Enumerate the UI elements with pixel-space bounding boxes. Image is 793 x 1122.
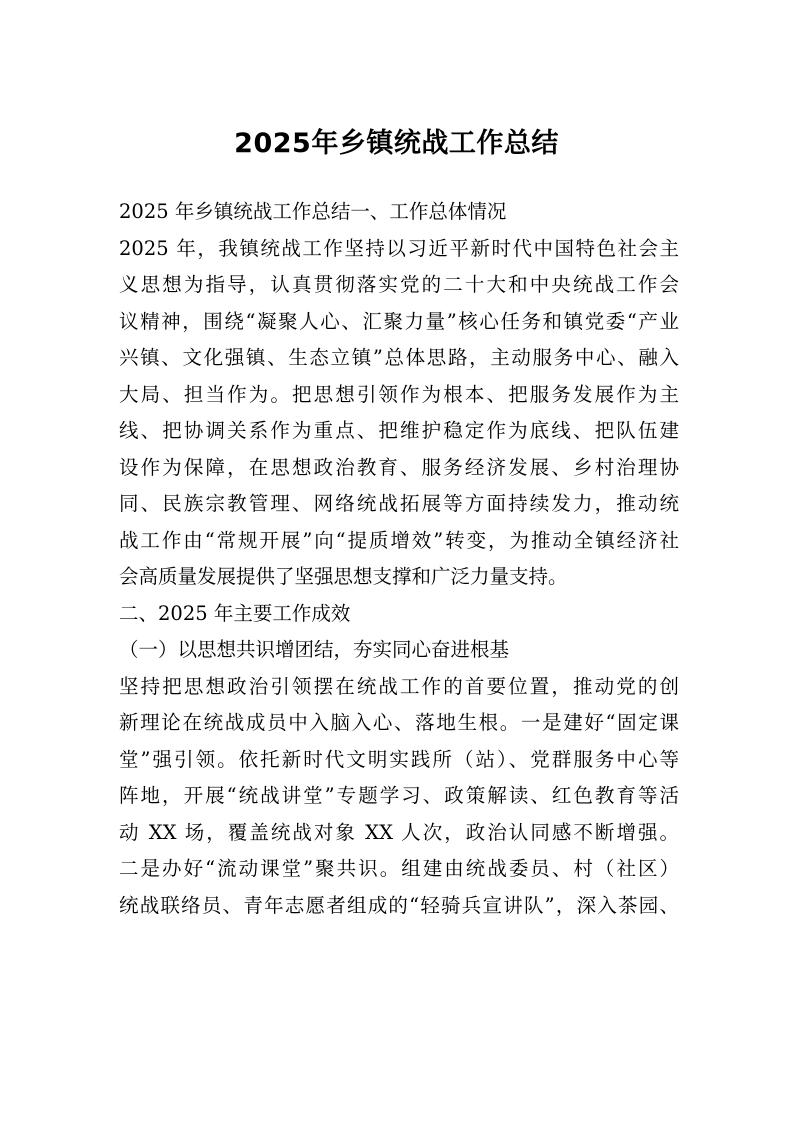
- paragraph-line: 堂”强引领。依托新时代文明实践所（站）、党群服务中心等: [119, 747, 679, 771]
- paragraph-line: 兴镇、文化强镇、生态立镇”总体思路，主动服务中心、融入: [119, 346, 679, 369]
- paragraph-line: 阵地，开展“统战讲堂”专题学习、政策解读、红色教育等活: [119, 784, 679, 807]
- paragraph-line: 大局、担当作为。把思想引领作为根本、把服务发展作为主: [119, 382, 679, 406]
- subsection-heading: （一）以思想共识增团结，夯实同心奋进根基: [119, 638, 510, 661]
- paragraph-line: 二是办好“流动课堂”聚共识。组建由统战委员、村（社区）: [119, 857, 679, 880]
- paragraph-line: 2025 年，我镇统战工作坚持以习近平新时代中国特色社会主: [119, 236, 679, 260]
- paragraph-line: 线、把协调关系作为重点、把维护稳定作为底线、把队伍建: [119, 419, 679, 442]
- paragraph-line: 坚持把思想政治引领摆在统战工作的首要位置，推动党的创: [119, 674, 679, 698]
- section-heading: 二、2025 年主要工作成效: [119, 601, 351, 625]
- paragraph-line: 新理论在统战成员中入脑入心、落地生根。一是建好“固定课: [119, 711, 679, 734]
- paragraph-line: 会高质量发展提供了坚强思想支撑和广泛力量支持。: [119, 565, 568, 588]
- paragraph-line: 统战联络员、青年志愿者组成的“轻骑兵宣讲队”，深入茶园、: [119, 893, 679, 917]
- paragraph-line: 战工作由“常规开展”向“提质增效”转变，为推动全镇经济社: [119, 528, 679, 552]
- paragraph-line: 义思想为指导，认真贯彻落实党的二十大和中央统战工作会: [119, 273, 679, 296]
- document-title: 2025年乡镇统战工作总结: [234, 128, 559, 159]
- paragraph-line: 同、民族宗教管理、网络统战拓展等方面持续发力，推动统: [119, 492, 679, 515]
- section-heading: 2025 年乡镇统战工作总结一、工作总体情况: [119, 200, 507, 223]
- paragraph-line: 设作为保障，在思想政治教育、服务经济发展、乡村治理协: [119, 455, 679, 479]
- paragraph-line: 动 XX 场，覆盖统战对象 XX 人次，政治认同感不断增强。: [119, 820, 679, 844]
- paragraph-line: 议精神，围绕“凝聚人心、汇聚力量”核心任务和镇党委“产业: [119, 309, 679, 333]
- document-body: [119, 194, 679, 924]
